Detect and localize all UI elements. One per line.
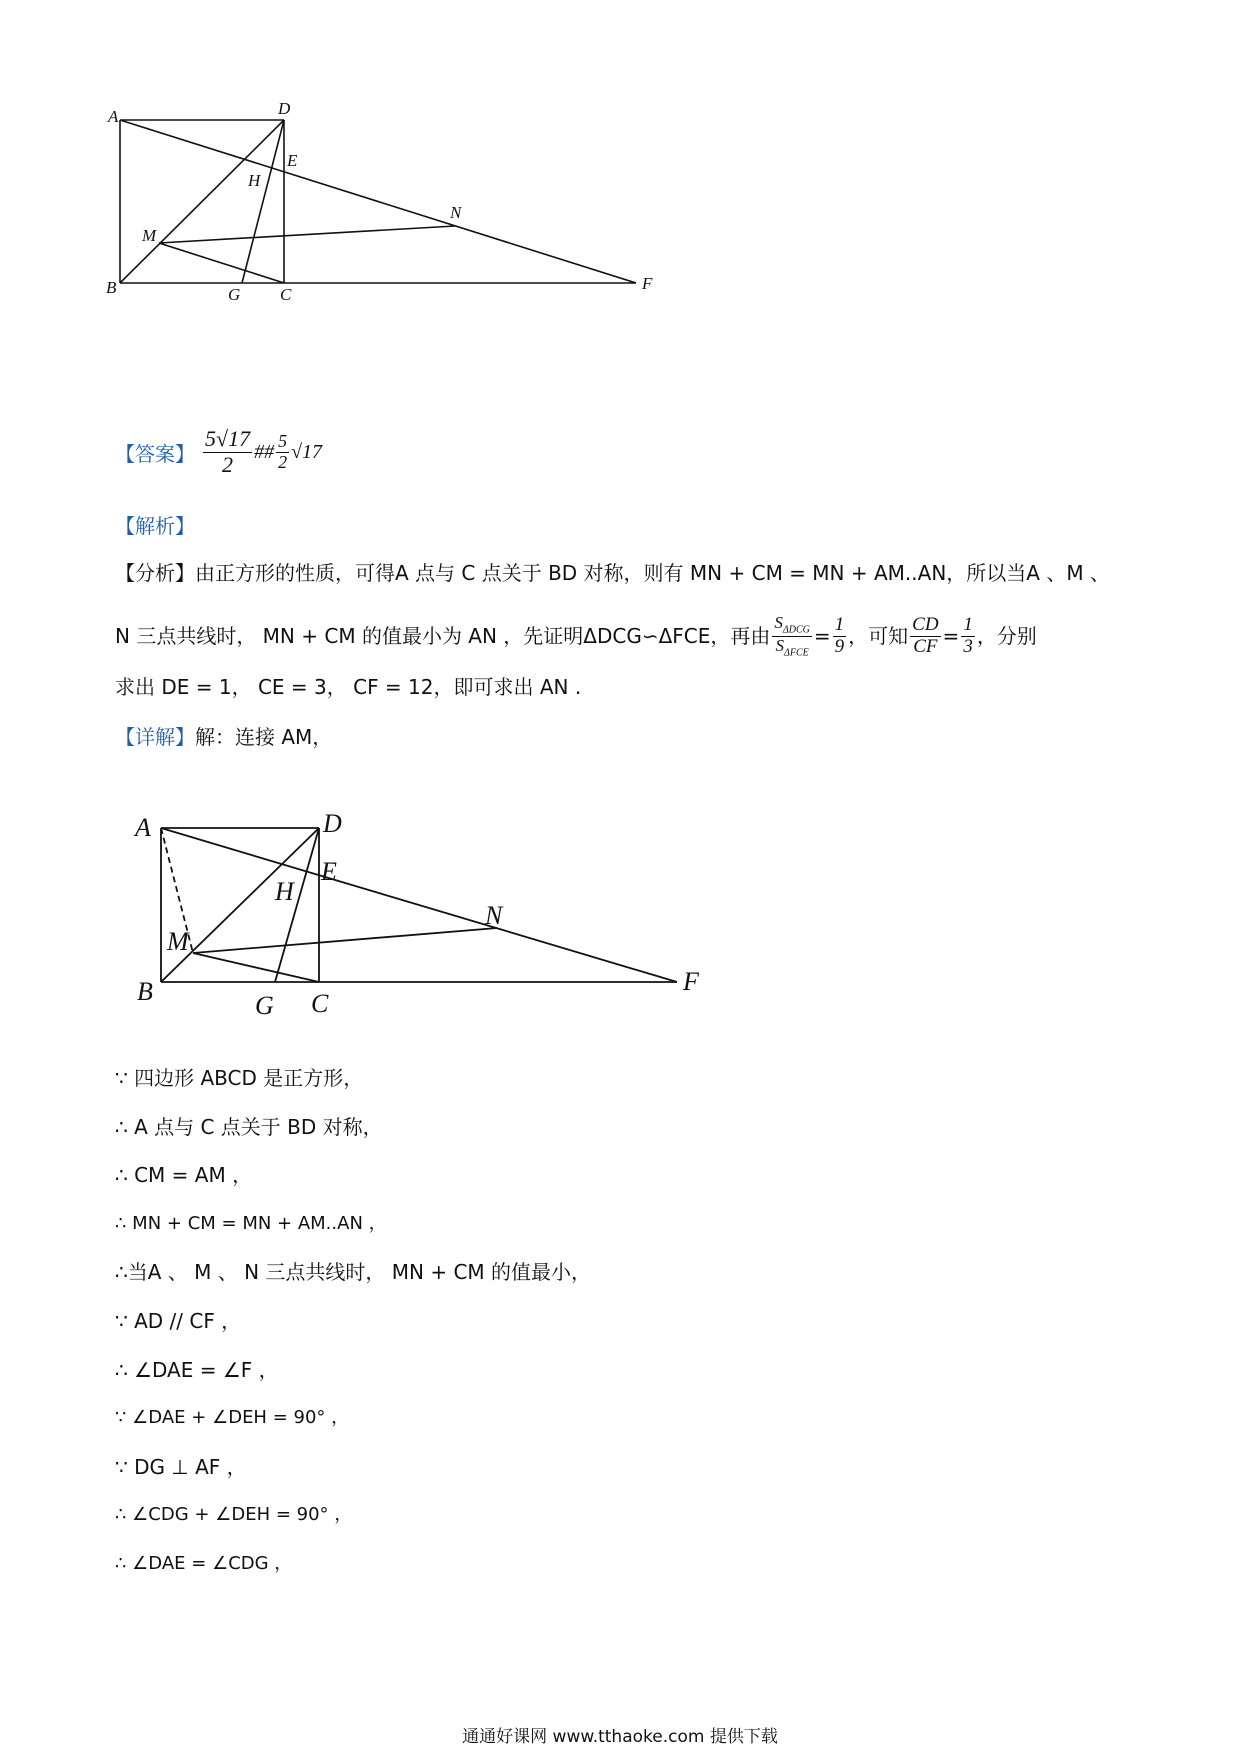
label-M: M [167, 927, 189, 956]
step-3: ∴ CM = AM ， [115, 1163, 253, 1187]
edge-MN [159, 226, 455, 243]
label-D: D [323, 809, 342, 838]
edge-MC [159, 243, 284, 283]
label-B: B [137, 977, 153, 1006]
step-11: ∴ ∠DAE = ∠CDG ， [115, 1553, 293, 1574]
label-A: A [108, 107, 119, 126]
label-G: G [255, 991, 274, 1020]
step-10: ∴ ∠CDG + ∠DEH = 90° ， [115, 1504, 353, 1525]
step-9: ∵ DG ⊥ AF ， [115, 1455, 247, 1479]
label-N: N [450, 203, 462, 222]
edge-AF [161, 828, 677, 982]
label-G: G [228, 285, 241, 304]
label-H: H [248, 171, 261, 190]
label-B: B [106, 278, 117, 297]
edge-MN [193, 928, 497, 953]
edge-MC [193, 953, 319, 982]
label-F: F [683, 967, 699, 996]
label-M: M [142, 226, 157, 245]
step-8: ∵ ∠DAE + ∠DEH = 90° ， [115, 1407, 350, 1428]
label-N: N [485, 901, 503, 930]
label-D: D [278, 100, 291, 118]
page-footer: 通通好课网 www.tthaoke.com 提供下载 [462, 1727, 778, 1747]
figure-2 [125, 790, 735, 1030]
label-E: E [287, 151, 298, 170]
answer-separator: ## [254, 440, 275, 463]
edge-DG [242, 120, 284, 283]
analysis-tag: 【解析】 [115, 514, 195, 538]
label-C: C [280, 285, 292, 304]
label-E: E [321, 857, 337, 886]
answer-tail: √17 [291, 440, 323, 463]
detail-tag: 【详解】 [115, 725, 195, 749]
fenxi-tag: 【分析】 [115, 561, 195, 585]
step-2: ∴ A 点与 C 点关于 BD 对称， [115, 1115, 383, 1139]
step-7: ∴ ∠DAE = ∠F ， [115, 1358, 279, 1382]
detail-line: 【详解】解：连接 AM， [115, 725, 333, 749]
edge-BD [120, 120, 284, 283]
answer-line [115, 422, 322, 482]
step-6: ∵ AD // CF ， [115, 1309, 242, 1333]
edge-AF [120, 120, 636, 283]
fenxi-line-3: 求出 DE = 1， CE = 3， CF = 12，即可求出 AN . [115, 675, 582, 699]
label-F: F [642, 274, 653, 293]
figure-1 [100, 100, 740, 340]
step-4: ∴ MN + CM = MN + AM..AN ， [115, 1213, 387, 1234]
area-ratio-fraction: $\frac{S_{\Delta DCG}}{S_{\Delta FCE}}$ [774, 613, 810, 658]
fenxi-line-1: 【分析】由正方形的性质，可得A 点与 C 点关于 BD 对称，则有 MN + CM = MN + AM..AN，所以当A 、M 、 [115, 561, 1110, 585]
fenxi-line-2: N 三点共线时， MN + CM 的值最小为 AN ，先证明ΔDCG∽ΔFCE，再由 $\frac{S_{\Delta DCG}}{S_{\Delta FCE}}$ = $\frac{1}{9}$ ，可知 $\frac{CD}{CF}$ = $\frac{1}{3}$ ，分别 [115, 613, 1037, 658]
answer-tag: 【答案】 [115, 441, 195, 466]
label-H: H [275, 877, 294, 906]
answer-fraction-2: $\frac{5}{2}$ [278, 430, 288, 472]
label-A: A [135, 813, 151, 842]
step-5: ∴当A 、 M 、 N 三点共线时， MN + CM 的值最小， [115, 1260, 592, 1284]
step-1: ∵ 四边形 ABCD 是正方形， [115, 1066, 364, 1090]
answer-fraction-1: $\frac{5√17}{2}$ [205, 426, 251, 477]
label-C: C [311, 989, 329, 1018]
